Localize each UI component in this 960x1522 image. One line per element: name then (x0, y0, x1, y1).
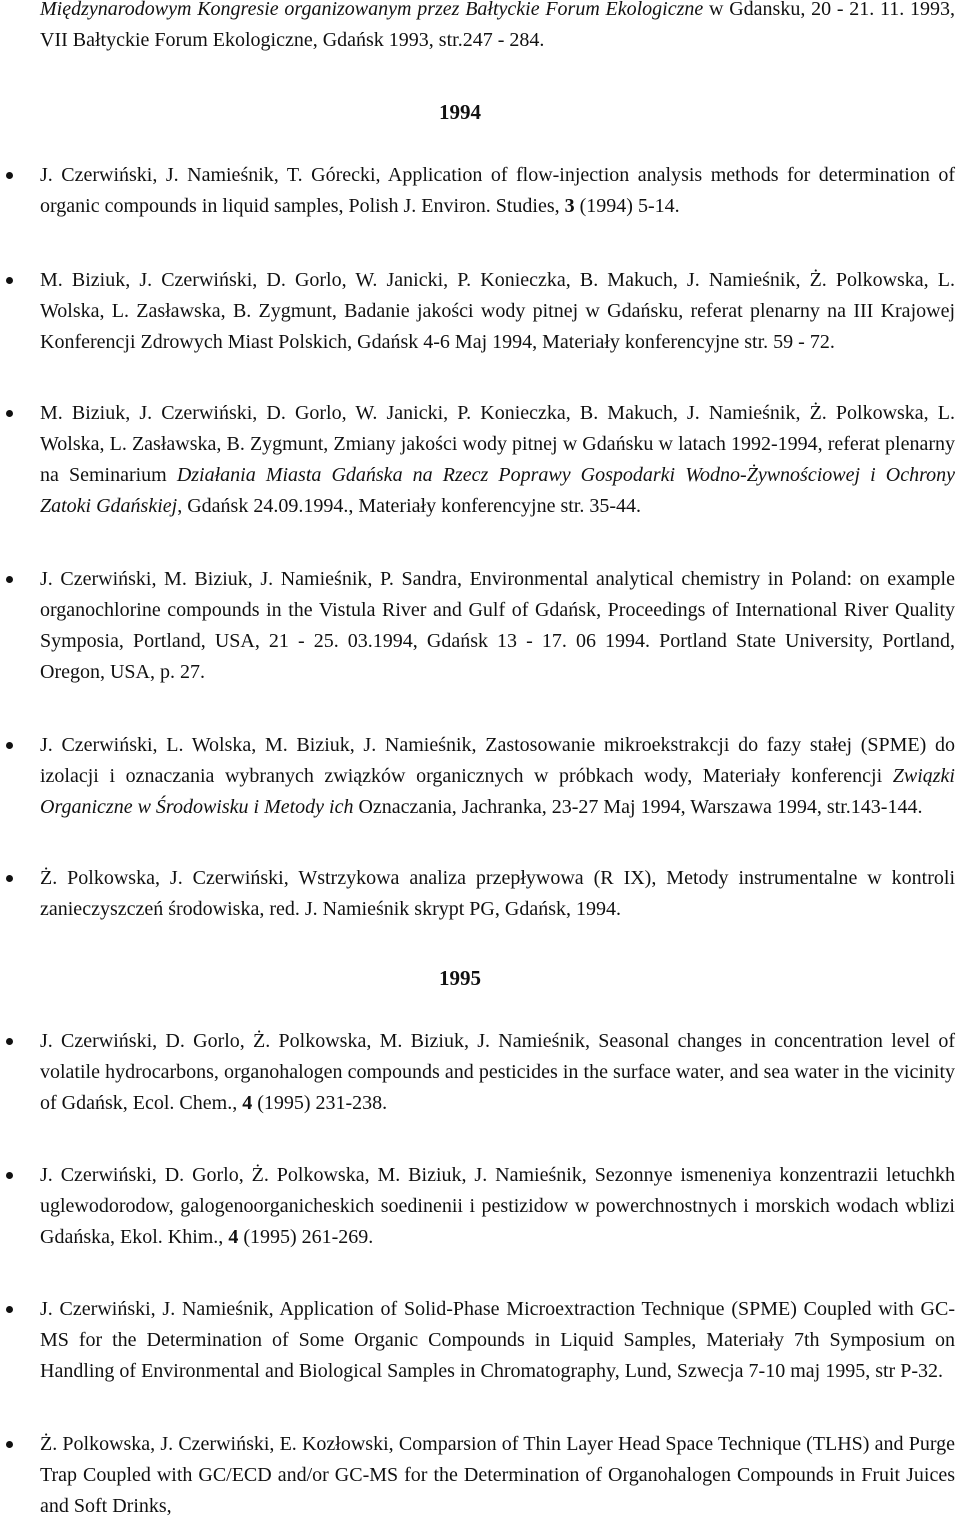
bullet-icon (6, 742, 13, 749)
bullet-icon (6, 875, 13, 882)
volume-number: 4 (228, 1226, 239, 1248)
bullet-icon (6, 576, 13, 583)
reference-text: Ż. Polkowska, J. Czerwiński, Wstrzykowa analiza przepływowa (R IX), Metody instrumentalne w kontroli zanieczyszczeń środowiska, red. J. Namieśnik skrypt PG, Gdańsk, 1994. (40, 867, 955, 920)
year-heading-1995: 1995 (439, 966, 481, 990)
volume-number: 3 (564, 195, 575, 217)
conference-title: Międzynarodowym Kongresie organizowanym przez Bałtyckie Forum Ekologiczne (40, 0, 704, 20)
bullet-icon (6, 1441, 13, 1448)
bullet-icon (6, 277, 13, 284)
reference-text: J. Czerwiński, J. Namieśnik, Application of Solid-Phase Microextraction Technique (SPME) Coupled with GC-MS for the Determination of Some Organic Compounds in Liquid Samples, Materiały 7th Symposium on Handling of Environmental and Biological Samples in Chromatography, Lund, Szwecja 7-10 maj 1995, str P-32. (40, 1298, 955, 1382)
seminar-title: Działania Miasta Gdańska na Rzecz Poprawy Gospodarki Wodno-Żywnościowej i Ochrony Zatoki Gdańskiej (40, 464, 955, 517)
reference-text: J. Czerwiński, L. Wolska, M. Biziuk, J. Namieśnik, Zastosowanie mikroekstrakcji do fazy stałej (SPME) do izolacji i oznaczania wybranych związków organicznych w próbkach wody, Materiały konferencji Związki Organiczne w Środowisku i Metody ich Oznaczania, Jachranka, 23-27 Maj 1994, Warszawa 1994, str.143-144. (40, 734, 955, 818)
continued-reference (40, 0, 955, 56)
bullet-icon (6, 410, 13, 417)
reference-text: J. Czerwiński, D. Gorlo, Ż. Polkowska, M. Biziuk, J. Namieśnik, Seasonal changes in concentration level of volatile hydrocarbons, organohalogen compounds and pesticides in the surface water, and sea water in the vicinity of Gdańsk, Ecol. Chem., 4 (1995) 231-238. (40, 1030, 955, 1114)
bullet-icon (6, 1038, 13, 1045)
reference-rest: w Gdansku, 20 - 21. 11. 1993, VII Bałtyckie Forum Ekologiczne, Gdańsk 1993, str.247 - 284. (40, 0, 955, 51)
year-heading-1994: 1994 (439, 100, 481, 124)
bullet-icon (6, 1306, 13, 1313)
bullet-icon (6, 172, 13, 179)
reference-text: M. Biziuk, J. Czerwiński, D. Gorlo, W. Janicki, P. Konieczka, B. Makuch, J. Namieśnik, Ż. Polkowska, L. Wolska, L. Zasławska, B. Zygmunt, Badanie jakości wody pitnej w Gdańsku, referat plenarny na III Krajowej Konferencji Zdrowych Miast Polskich, Gdańsk 4-6 Maj 1994, Materiały konferencyjne str. 59 - 72. (40, 269, 955, 353)
reference-text: J. Czerwiński, J. Namieśnik, T. Górecki, Application of flow-injection analysis methods for determination of organic compounds in liquid samples, Polish J. Environ. Studies, 3 (1994) 5-14. (40, 164, 955, 217)
reference-text: J. Czerwiński, M. Biziuk, J. Namieśnik, P. Sandra, Environmental analytical chemistry in Poland: on example organochlorine compounds in the Vistula River and Gulf of Gdańsk, Proceedings of International River Quality Symposia, Portland, USA, 21 - 25. 03.1994, Gdańsk 13 - 17. 06 1994. Portland State University, Portland, Oregon, USA, p. 27. (40, 568, 955, 683)
conference-title: Związki Organiczne w Środowisku i Metody ich (40, 765, 955, 818)
reference-text: M. Biziuk, J. Czerwiński, D. Gorlo, W. Janicki, P. Konieczka, B. Makuch, J. Namieśnik, Ż. Polkowska, L. Wolska, L. Zasławska, B. Zygmunt, Zmiany jakości wody pitnej w Gdańsku w latach 1992-1994, referat plenarny na Seminarium Działania Miasta Gdańska na Rzecz Poprawy Gospodarki Wodno-Żywnościowej i Ochrony Zatoki Gdańskiej, Gdańsk 24.09.1994., Materiały konferencyjne str. 35-44. (40, 402, 955, 517)
bullet-icon (6, 1172, 13, 1179)
volume-number: 4 (242, 1092, 253, 1114)
reference-text: J. Czerwiński, D. Gorlo, Ż. Polkowska, M. Biziuk, J. Namieśnik, Sezonnye ismeneniya konzentrazii letuchkh uglewodorodow, galogenoorganicheskich soedinenii i pestizidow w powerchnostnych i morskich wodach wblizi Gdańska, Ekol. Khim., 4 (1995) 261-269. (40, 1164, 955, 1248)
reference-text: Ż. Polkowska, J. Czerwiński, E. Kozłowski, Comparsion of Thin Layer Head Space Technique (TLHS) and Purge Trap Coupled with GC/ECD and/or GC-MS for the Determination of Organohalogen Compounds in Fruit Juices and Soft Drinks, (40, 1433, 955, 1517)
